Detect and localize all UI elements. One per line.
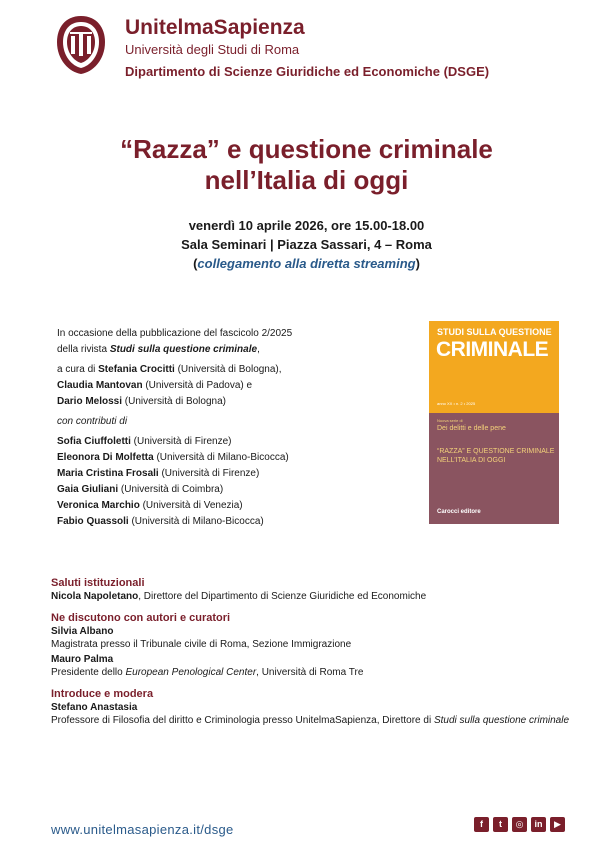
contributor-name: Veronica Marchio [57, 500, 140, 511]
youtube-icon[interactable]: ▶ [550, 817, 565, 832]
speaker-role [51, 666, 571, 679]
greetings-row [51, 590, 571, 603]
section-heading: Introduce e modera [51, 688, 154, 700]
editor-row [57, 394, 397, 410]
speaker-role: , Direttore del Dipartimento di Scienze Giuridiche ed Economiche [138, 591, 427, 602]
speaker-name: Silvia Albano [51, 626, 114, 637]
intro-line2-pre: della rivista [57, 344, 110, 355]
contributor-affiliation: (Università di Firenze) [158, 468, 260, 479]
contributor-name: Eleonora Di Molfetta [57, 452, 154, 463]
cover-issue-theme: “RAZZA” E QUESTIONE CRIMINALE NELL’ITALIA DI OGGI [437, 448, 555, 464]
university-name: UnitelmaSapienza [125, 16, 305, 39]
twitter-icon[interactable]: t [493, 817, 508, 832]
social-links [474, 817, 566, 833]
editor-affiliation: (Università di Bologna) [122, 396, 226, 407]
event-date: venerdì 10 aprile 2026, ore 15.00-18.00 [188, 218, 425, 233]
intro-line2-post: , [257, 344, 260, 355]
contributor-affiliation: (Università di Coimbra) [118, 484, 224, 495]
contributor-affiliation: (Università di Firenze) [130, 436, 232, 447]
cover-title-main: CRIMINALE [436, 338, 549, 361]
journal-name: Studi sulla questione criminale [109, 344, 258, 355]
intro-block [57, 326, 397, 530]
event-title [0, 134, 613, 196]
editor-row [57, 378, 397, 394]
speaker-role: Magistrata presso il Tribunale civile di Roma, Sezione Immigrazione [51, 639, 352, 650]
editor-name: Claudia Mantovan [57, 380, 143, 391]
journal-cover [429, 321, 559, 524]
contributions-label [57, 414, 397, 430]
event-title-line1: “Razza” e questione criminale [120, 134, 493, 164]
speaker-role-pre: Presidente dello [51, 667, 126, 678]
cover-series-label: Nuova serie di [437, 418, 463, 423]
contributions-label-text: con contributi di [57, 416, 128, 427]
editor-name: Stefania Crocitti [98, 364, 175, 375]
contributor-affiliation: (Università di Milano-Bicocca) [128, 516, 264, 527]
contributor-row [57, 434, 397, 450]
contributor-name: Fabio Quassoli [57, 516, 129, 527]
contributor-row [57, 450, 397, 466]
contributor-row [57, 482, 397, 498]
header [55, 14, 575, 84]
contributor-name: Maria Cristina Frosali [57, 468, 159, 479]
contributor-row [57, 498, 397, 514]
event-details [0, 216, 613, 273]
contributor-name: Gaia Giuliani [57, 484, 119, 495]
editor-affiliation: (Università di Padova) e [142, 380, 253, 391]
instagram-icon[interactable]: ◎ [512, 817, 527, 832]
organization-name: European Penological Center [125, 667, 257, 678]
facebook-icon[interactable]: f [474, 817, 489, 832]
intro-line2 [57, 342, 397, 358]
cover-publisher: Carocci editore [437, 509, 481, 515]
speaker-name: Stefano Anastasia [51, 702, 138, 713]
event-stream [0, 254, 613, 273]
contributor-affiliation: (Università di Milano-Bicocca) [153, 452, 289, 463]
section-heading: Ne discutono con autori e curatori [51, 612, 231, 624]
cover-series-name: Dei delitti e delle pene [437, 425, 506, 432]
section-heading: Saluti istituzionali [51, 577, 145, 589]
speaker-name: Nicola Napoletano [51, 591, 139, 602]
cover-bottom [429, 413, 559, 524]
university-logo-icon [55, 14, 107, 76]
streaming-link[interactable]: collegamento alla diretta streaming [197, 256, 416, 271]
speaker-role-text: Professore di Filosofia del diritto e Criminologia presso UnitelmaSapienza, Direttore di [51, 715, 434, 726]
contributor-name: Sofia Ciuffoletti [57, 436, 131, 447]
intro-line1: In occasione della pubblicazione del fascicolo 2/2025 [57, 328, 293, 339]
cover-top [429, 321, 559, 413]
department-name: Dipartimento di Scienze Giuridiche ed Economiche (DSGE) [125, 64, 490, 79]
cover-issue-info: anno XX • n. 2 • 2025 [437, 401, 476, 406]
event-venue: Sala Seminari | Piazza Sassari, 4 – Roma [181, 237, 432, 252]
program [51, 577, 571, 727]
edited-by-label: a cura di [57, 364, 99, 375]
editor-name: Dario Melossi [57, 396, 123, 407]
paren-close: ) [415, 256, 420, 271]
editor-affiliation: (Università di Bologna), [174, 364, 282, 375]
linkedin-icon[interactable]: in [531, 817, 546, 832]
editor-row [57, 362, 397, 378]
contributor-row [57, 514, 397, 530]
speaker-role [51, 714, 571, 727]
cover-title-top: STUDI SULLA QUESTIONE [437, 327, 552, 337]
event-title-line2: nell’Italia di oggi [204, 165, 409, 195]
speaker-name: Mauro Palma [51, 654, 114, 665]
speaker-role-post: , Università di Roma Tre [256, 667, 364, 678]
contributor-affiliation: (Università di Venezia) [139, 500, 243, 511]
university-subtitle: Università degli Studi di Roma [125, 42, 300, 57]
contributor-row [57, 466, 397, 482]
website-link[interactable]: www.unitelmasapienza.it/dsge [51, 822, 234, 837]
journal-name: Studi sulla questione criminale [433, 715, 570, 726]
paren-open: ( [193, 256, 198, 271]
